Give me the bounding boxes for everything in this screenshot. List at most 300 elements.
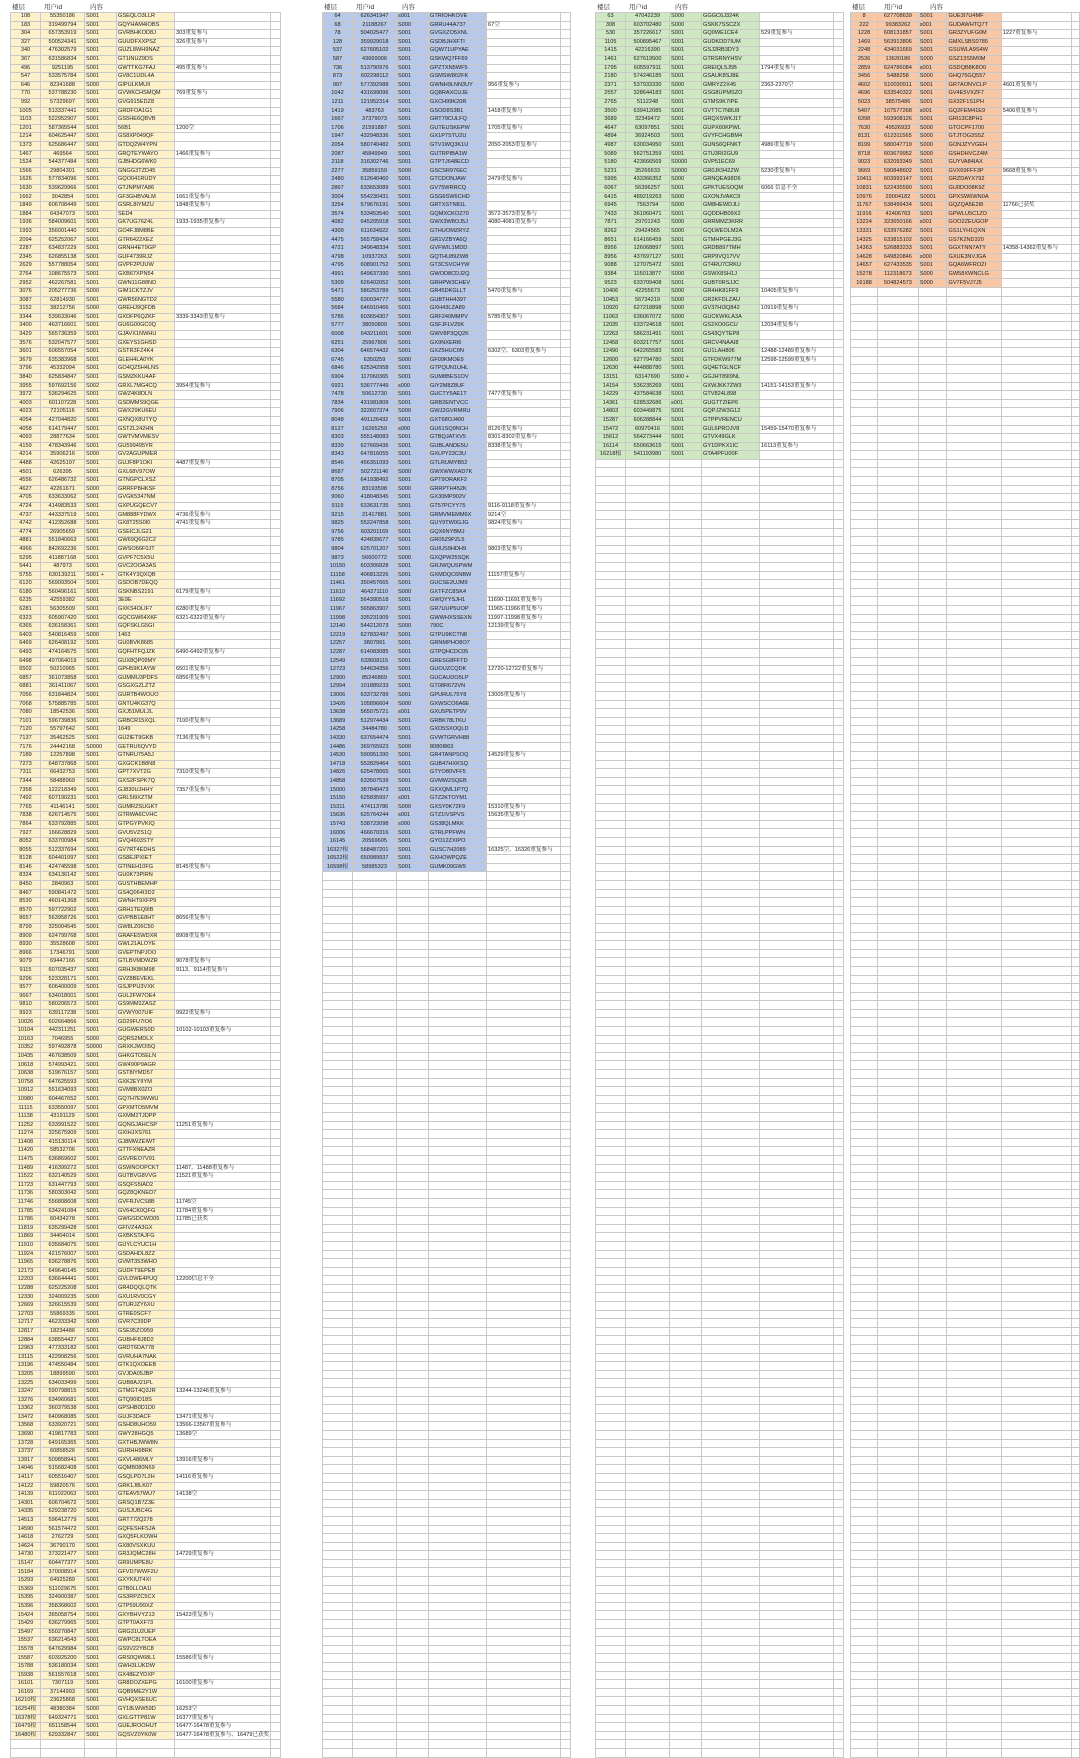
floor-cell[interactable]: 4774 <box>11 528 41 537</box>
floor-cell[interactable]: 2480 <box>323 176 353 185</box>
empty-cell[interactable] <box>702 1078 760 1087</box>
empty-cell[interactable] <box>670 1482 702 1491</box>
empty-cell[interactable] <box>271 279 281 288</box>
user-id-cell[interactable]: 21591887 <box>353 124 397 133</box>
note-cell[interactable] <box>487 416 561 425</box>
empty-cell[interactable] <box>271 1113 281 1122</box>
empty-cell[interactable] <box>1001 477 1071 486</box>
empty-cell[interactable] <box>561 1233 571 1242</box>
empty-cell[interactable] <box>487 932 561 941</box>
content-cell[interactable]: S001 <box>670 391 702 400</box>
empty-cell[interactable] <box>760 1577 834 1586</box>
empty-cell[interactable] <box>670 838 702 847</box>
code-cell[interactable]: GONJZYVGEH <box>947 141 1001 150</box>
empty-cell[interactable] <box>596 760 626 769</box>
code-cell[interactable]: GVPF7C5X5U <box>117 554 175 563</box>
code-cell[interactable]: GQB9ME2Y1W <box>117 1688 175 1697</box>
empty-cell[interactable] <box>626 1680 670 1689</box>
code-cell[interactable]: GTFDKW977M <box>702 356 760 365</box>
empty-cell[interactable] <box>271 709 281 718</box>
empty-cell[interactable] <box>670 795 702 804</box>
empty-cell[interactable] <box>561 1705 571 1714</box>
floor-cell[interactable]: 10920 <box>596 305 626 314</box>
empty-cell[interactable] <box>918 399 947 408</box>
empty-cell[interactable] <box>487 872 561 881</box>
empty-cell[interactable] <box>878 812 919 821</box>
empty-cell[interactable] <box>834 1637 844 1646</box>
empty-cell[interactable] <box>353 1413 397 1422</box>
empty-cell[interactable] <box>702 1714 760 1723</box>
empty-cell[interactable] <box>760 571 834 580</box>
note-cell[interactable]: 16377重复参与 <box>175 1714 271 1723</box>
note-cell[interactable]: 9824重复参与 <box>487 520 561 529</box>
code-cell[interactable]: GWV8P3QQ2K <box>429 330 487 339</box>
note-cell[interactable]: 8301-8302重复参与 <box>487 434 561 443</box>
code-cell[interactable]: GXXQML1P7Q <box>429 786 487 795</box>
empty-cell[interactable] <box>323 1645 353 1654</box>
content-cell[interactable]: S001 <box>85 812 117 821</box>
code-cell[interactable]: GQTHU89ZW8 <box>429 253 487 262</box>
user-id-cell[interactable]: 515682408 <box>41 1465 85 1474</box>
empty-cell[interactable] <box>1071 623 1079 632</box>
empty-cell[interactable] <box>670 1663 702 1672</box>
empty-cell[interactable] <box>397 1594 429 1603</box>
empty-cell[interactable] <box>561 288 571 297</box>
floor-cell[interactable]: 8199 <box>851 141 878 150</box>
empty-cell[interactable] <box>596 1267 626 1276</box>
note-cell[interactable]: 6856重复参与 <box>175 674 271 683</box>
empty-cell[interactable] <box>878 726 919 735</box>
empty-cell[interactable] <box>834 339 844 348</box>
empty-cell[interactable] <box>834 73 844 82</box>
note-cell[interactable] <box>175 889 271 898</box>
content-cell[interactable]: S001 <box>918 30 947 39</box>
empty-cell[interactable] <box>1001 760 1071 769</box>
empty-cell[interactable] <box>834 279 844 288</box>
empty-cell[interactable] <box>1071 47 1079 56</box>
empty-cell[interactable] <box>271 906 281 915</box>
empty-cell[interactable] <box>834 1250 844 1259</box>
empty-cell[interactable] <box>626 1061 670 1070</box>
content-cell[interactable]: S001 <box>918 167 947 176</box>
empty-cell[interactable] <box>353 1577 397 1586</box>
empty-cell[interactable] <box>323 898 353 907</box>
note-cell[interactable] <box>175 391 271 400</box>
empty-cell[interactable] <box>834 855 844 864</box>
empty-cell[interactable] <box>271 150 281 159</box>
empty-cell[interactable] <box>323 1688 353 1697</box>
empty-cell[interactable] <box>702 666 760 675</box>
empty-cell[interactable] <box>353 1620 397 1629</box>
user-id-cell[interactable]: 121952314 <box>353 98 397 107</box>
user-id-cell[interactable]: 637654474 <box>353 734 397 743</box>
empty-cell[interactable] <box>596 674 626 683</box>
floor-cell[interactable]: 5441 <box>11 563 41 572</box>
user-id-cell[interactable]: 604477377 <box>41 1559 85 1568</box>
code-cell[interactable]: GVWKCHSMQM <box>117 90 175 99</box>
empty-cell[interactable] <box>1071 270 1079 279</box>
empty-cell[interactable] <box>353 1276 397 1285</box>
empty-cell[interactable] <box>834 1602 844 1611</box>
note-cell[interactable] <box>175 1345 271 1354</box>
empty-cell[interactable] <box>834 846 844 855</box>
empty-cell[interactable] <box>878 855 919 864</box>
code-cell[interactable]: GRZDAYX792 <box>947 176 1001 185</box>
empty-cell[interactable] <box>851 640 878 649</box>
empty-cell[interactable] <box>596 863 626 872</box>
empty-cell[interactable] <box>670 769 702 778</box>
empty-cell[interactable] <box>1071 279 1079 288</box>
empty-cell[interactable] <box>271 511 281 520</box>
empty-cell[interactable] <box>596 1284 626 1293</box>
code-cell[interactable]: GTMHPGEJ3G <box>702 236 760 245</box>
content-cell[interactable]: S001 <box>85 391 117 400</box>
note-cell[interactable]: 7100重复参与 <box>175 717 271 726</box>
empty-cell[interactable] <box>834 657 844 666</box>
empty-cell[interactable] <box>702 1198 760 1207</box>
empty-cell[interactable] <box>947 700 1001 709</box>
empty-cell[interactable] <box>397 1070 429 1079</box>
note-cell[interactable] <box>175 1224 271 1233</box>
empty-cell[interactable] <box>760 1138 834 1147</box>
empty-cell[interactable] <box>561 1723 571 1732</box>
floor-cell[interactable]: 2536 <box>851 55 878 64</box>
empty-cell[interactable] <box>760 726 834 735</box>
empty-cell[interactable] <box>702 1130 760 1139</box>
empty-cell[interactable] <box>271 1198 281 1207</box>
empty-cell[interactable] <box>271 1482 281 1491</box>
empty-cell[interactable] <box>626 674 670 683</box>
code-cell[interactable]: GUTEUSKEPW <box>429 124 487 133</box>
empty-cell[interactable] <box>561 812 571 821</box>
user-id-cell[interactable]: 115013877 <box>626 270 670 279</box>
empty-cell[interactable] <box>397 1602 429 1611</box>
code-cell[interactable]: GRMVMEMM6X <box>429 511 487 520</box>
note-cell[interactable] <box>175 941 271 950</box>
empty-cell[interactable] <box>626 717 670 726</box>
empty-cell[interactable] <box>878 769 919 778</box>
floor-cell[interactable]: 2180 <box>596 73 626 82</box>
empty-cell[interactable] <box>487 1697 561 1706</box>
empty-cell[interactable] <box>878 588 919 597</box>
empty-cell[interactable] <box>561 623 571 632</box>
code-cell[interactable]: GPZTXN5WF5 <box>429 64 487 73</box>
empty-cell[interactable] <box>670 846 702 855</box>
content-cell[interactable]: S001 <box>85 614 117 623</box>
empty-cell[interactable] <box>760 1663 834 1672</box>
empty-cell[interactable] <box>702 906 760 915</box>
empty-cell[interactable] <box>323 1216 353 1225</box>
empty-cell[interactable] <box>487 1173 561 1182</box>
empty-cell[interactable] <box>271 949 281 958</box>
note-cell[interactable]: 6280重复参与 <box>175 605 271 614</box>
empty-cell[interactable] <box>947 554 1001 563</box>
content-cell[interactable]: S001 <box>85 605 117 614</box>
empty-cell[interactable] <box>702 1731 760 1740</box>
note-cell[interactable] <box>175 73 271 82</box>
empty-cell[interactable] <box>760 1345 834 1354</box>
empty-cell[interactable] <box>834 1198 844 1207</box>
empty-cell[interactable] <box>947 477 1001 486</box>
empty-cell[interactable] <box>323 1654 353 1663</box>
empty-cell[interactable] <box>834 1714 844 1723</box>
empty-cell[interactable] <box>1071 98 1079 107</box>
empty-cell[interactable] <box>626 1181 670 1190</box>
empty-cell[interactable] <box>429 984 487 993</box>
floor-cell[interactable]: 15311 <box>323 803 353 812</box>
empty-cell[interactable] <box>561 1688 571 1697</box>
code-cell[interactable]: GUDKDD7IUM <box>702 38 760 47</box>
content-cell[interactable]: S001 <box>85 1276 117 1285</box>
empty-cell[interactable] <box>626 537 670 546</box>
empty-cell[interactable] <box>353 958 397 967</box>
empty-cell[interactable] <box>596 1147 626 1156</box>
content-cell[interactable]: S000 <box>85 949 117 958</box>
empty-cell[interactable] <box>670 597 702 606</box>
user-id-cell[interactable]: 540816459 <box>41 631 85 640</box>
note-cell[interactable] <box>175 1448 271 1457</box>
empty-cell[interactable] <box>561 1611 571 1620</box>
empty-cell[interactable] <box>702 1173 760 1182</box>
code-cell[interactable]: GTCDONJAW <box>429 176 487 185</box>
floor-cell[interactable]: 12703 <box>11 1310 41 1319</box>
empty-cell[interactable] <box>561 1319 571 1328</box>
empty-cell[interactable] <box>1071 846 1079 855</box>
note-cell[interactable] <box>487 193 561 202</box>
note-cell[interactable] <box>760 339 834 348</box>
empty-cell[interactable] <box>429 889 487 898</box>
empty-cell[interactable] <box>834 1362 844 1371</box>
content-cell[interactable]: S001 <box>85 795 117 804</box>
empty-cell[interactable] <box>626 1723 670 1732</box>
empty-cell[interactable] <box>834 459 844 468</box>
empty-cell[interactable] <box>834 1473 844 1482</box>
empty-cell[interactable] <box>271 184 281 193</box>
empty-cell[interactable] <box>760 1723 834 1732</box>
user-id-cell[interactable]: 26905659 <box>41 528 85 537</box>
empty-cell[interactable] <box>626 1336 670 1345</box>
empty-cell[interactable] <box>1071 752 1079 761</box>
code-cell[interactable]: GRL5I9XZTM <box>117 795 175 804</box>
user-id-cell[interactable]: 602664866 <box>41 1018 85 1027</box>
note-cell[interactable] <box>175 159 271 168</box>
empty-cell[interactable] <box>429 1568 487 1577</box>
empty-cell[interactable] <box>1071 795 1079 804</box>
floor-cell[interactable]: 10453 <box>596 296 626 305</box>
empty-cell[interactable] <box>760 880 834 889</box>
code-cell[interactable]: GVRBHKOD8J <box>117 30 175 39</box>
floor-cell[interactable]: 8048 <box>323 416 353 425</box>
user-id-cell[interactable]: 29004182 <box>878 193 919 202</box>
user-id-cell[interactable]: 18899590 <box>41 1370 85 1379</box>
floor-cell[interactable]: 9669 <box>851 167 878 176</box>
empty-cell[interactable] <box>702 623 760 632</box>
empty-cell[interactable] <box>834 1259 844 1268</box>
note-cell[interactable]: 956重复参与 <box>487 81 561 90</box>
empty-cell[interactable] <box>596 984 626 993</box>
empty-cell[interactable] <box>429 1405 487 1414</box>
empty-cell[interactable] <box>834 55 844 64</box>
empty-cell[interactable] <box>271 442 281 451</box>
floor-cell[interactable]: 7838 <box>11 812 41 821</box>
empty-cell[interactable] <box>397 915 429 924</box>
empty-cell[interactable] <box>596 1714 626 1723</box>
empty-cell[interactable] <box>947 623 1001 632</box>
empty-cell[interactable] <box>271 425 281 434</box>
floor-cell[interactable]: 15537 <box>11 1637 41 1646</box>
empty-cell[interactable] <box>947 855 1001 864</box>
user-id-cell[interactable]: 16265259 <box>353 425 397 434</box>
empty-cell[interactable] <box>271 1027 281 1036</box>
user-id-cell[interactable]: 603654307 <box>353 313 397 322</box>
empty-cell[interactable] <box>487 923 561 932</box>
empty-cell[interactable] <box>487 984 561 993</box>
empty-cell[interactable] <box>670 477 702 486</box>
empty-cell[interactable] <box>353 992 397 1001</box>
empty-cell[interactable] <box>626 1198 670 1207</box>
code-cell[interactable]: GNGG3TZD45 <box>117 167 175 176</box>
empty-cell[interactable] <box>271 820 281 829</box>
note-cell[interactable] <box>175 752 271 761</box>
empty-cell[interactable] <box>834 588 844 597</box>
empty-cell[interactable] <box>834 1680 844 1689</box>
empty-cell[interactable] <box>760 709 834 718</box>
user-id-cell[interactable]: 577834096 <box>41 176 85 185</box>
empty-cell[interactable] <box>561 1516 571 1525</box>
note-cell[interactable] <box>175 691 271 700</box>
note-cell[interactable] <box>175 236 271 245</box>
empty-cell[interactable] <box>702 1327 760 1336</box>
empty-cell[interactable] <box>561 700 571 709</box>
empty-cell[interactable] <box>626 640 670 649</box>
floor-cell[interactable]: 7433 <box>596 210 626 219</box>
empty-cell[interactable] <box>1001 838 1071 847</box>
floor-cell[interactable]: 12263 <box>596 330 626 339</box>
empty-cell[interactable] <box>487 889 561 898</box>
empty-cell[interactable] <box>429 1319 487 1328</box>
empty-cell[interactable] <box>561 614 571 623</box>
empty-cell[interactable] <box>760 863 834 872</box>
note-cell[interactable]: 8908重复参与 <box>175 932 271 941</box>
empty-cell[interactable] <box>429 941 487 950</box>
empty-cell[interactable] <box>626 657 670 666</box>
empty-cell[interactable] <box>1001 880 1071 889</box>
empty-cell[interactable] <box>1001 812 1071 821</box>
empty-cell[interactable] <box>947 382 1001 391</box>
empty-cell[interactable] <box>323 872 353 881</box>
content-cell[interactable]: S001 <box>85 150 117 159</box>
empty-cell[interactable] <box>834 1568 844 1577</box>
empty-cell[interactable] <box>323 1379 353 1388</box>
empty-cell[interactable] <box>271 1207 281 1216</box>
empty-cell[interactable] <box>397 949 429 958</box>
content-cell[interactable]: S001 <box>85 477 117 486</box>
empty-cell[interactable] <box>561 657 571 666</box>
floor-cell[interactable]: 12173 <box>11 1267 41 1276</box>
code-cell[interactable]: GXNQX8UTYQ <box>117 416 175 425</box>
user-id-cell[interactable]: 117060365 <box>353 373 397 382</box>
note-cell[interactable] <box>760 296 834 305</box>
code-cell[interactable]: GXTHBJWW8N <box>117 1439 175 1448</box>
empty-cell[interactable] <box>271 941 281 950</box>
empty-cell[interactable] <box>851 520 878 529</box>
empty-cell[interactable] <box>353 1001 397 1010</box>
empty-cell[interactable] <box>561 923 571 932</box>
empty-cell[interactable] <box>429 1714 487 1723</box>
code-cell[interactable]: GQA6WFROZI <box>947 262 1001 271</box>
empty-cell[interactable] <box>429 1491 487 1500</box>
empty-cell[interactable] <box>596 1155 626 1164</box>
floor-cell[interactable]: 4054 <box>11 416 41 425</box>
empty-cell[interactable] <box>271 1740 281 1749</box>
floor-cell[interactable]: 10912 <box>11 1087 41 1096</box>
code-cell[interactable]: GQO041RUDY <box>117 176 175 185</box>
floor-cell[interactable]: 3574 <box>323 210 353 219</box>
content-cell[interactable]: S0001 <box>918 193 947 202</box>
code-cell[interactable]: GRRFP8HKSF <box>117 485 175 494</box>
note-cell[interactable] <box>175 47 271 56</box>
empty-cell[interactable] <box>323 1052 353 1061</box>
content-cell[interactable]: S001 <box>85 296 117 305</box>
content-cell[interactable]: S001 <box>85 339 117 348</box>
empty-cell[interactable] <box>834 1052 844 1061</box>
floor-cell[interactable]: 736 <box>323 64 353 73</box>
empty-cell[interactable] <box>851 451 878 460</box>
code-cell[interactable]: GWNHT9XFP9 <box>117 898 175 907</box>
empty-cell[interactable] <box>561 1087 571 1096</box>
user-id-cell[interactable]: 35906216 <box>41 451 85 460</box>
note-cell[interactable]: 13244-13246重复参与 <box>175 1388 271 1397</box>
empty-cell[interactable] <box>834 1181 844 1190</box>
empty-cell[interactable] <box>626 1637 670 1646</box>
note-cell[interactable]: 14138空 <box>175 1491 271 1500</box>
content-cell[interactable]: S001 <box>85 1302 117 1311</box>
empty-cell[interactable] <box>851 391 878 400</box>
empty-cell[interactable] <box>626 1070 670 1079</box>
empty-cell[interactable] <box>561 1663 571 1672</box>
empty-cell[interactable] <box>271 1164 281 1173</box>
user-id-cell[interactable]: 633920721 <box>41 1422 85 1431</box>
empty-cell[interactable] <box>834 683 844 692</box>
empty-cell[interactable] <box>353 1310 397 1319</box>
code-cell[interactable]: GWY28HGQ5 <box>117 1430 175 1439</box>
code-cell[interactable]: GSEQLO3LLR <box>117 13 175 22</box>
note-cell[interactable] <box>1001 176 1071 185</box>
content-cell[interactable]: S000 <box>85 1035 117 1044</box>
content-cell[interactable]: s001 <box>397 709 429 718</box>
empty-cell[interactable] <box>834 1405 844 1414</box>
empty-cell[interactable] <box>397 1697 429 1706</box>
empty-cell[interactable] <box>947 863 1001 872</box>
empty-cell[interactable] <box>626 1250 670 1259</box>
empty-cell[interactable] <box>397 1267 429 1276</box>
empty-cell[interactable] <box>596 889 626 898</box>
empty-cell[interactable] <box>561 872 571 881</box>
note-cell[interactable] <box>175 81 271 90</box>
empty-cell[interactable] <box>626 941 670 950</box>
empty-cell[interactable] <box>1071 863 1079 872</box>
code-cell[interactable]: GXCH99K20R <box>429 98 487 107</box>
floor-cell[interactable]: 12600 <box>596 356 626 365</box>
empty-cell[interactable] <box>353 1190 397 1199</box>
empty-cell[interactable] <box>626 820 670 829</box>
empty-cell[interactable] <box>397 1164 429 1173</box>
empty-cell[interactable] <box>851 554 878 563</box>
note-cell[interactable]: 6179重复参与 <box>175 588 271 597</box>
user-id-cell[interactable]: 574993421 <box>41 1061 85 1070</box>
empty-cell[interactable] <box>353 1293 397 1302</box>
floor-cell[interactable]: 8055 <box>11 846 41 855</box>
